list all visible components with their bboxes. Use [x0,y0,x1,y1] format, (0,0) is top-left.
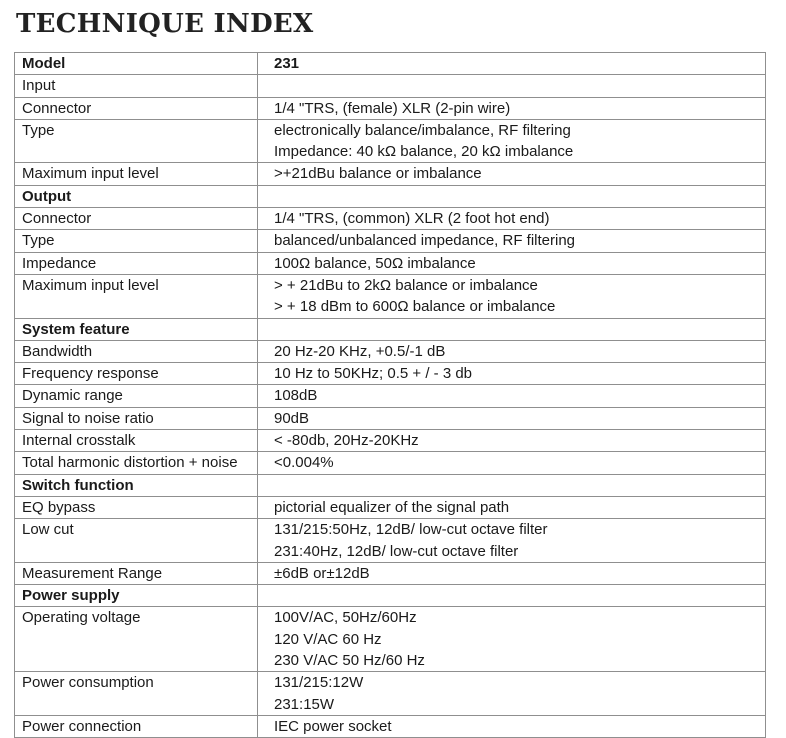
value-line: 10 Hz to 50KHz; 0.5 + / - 3 db [274,365,473,383]
value-line: 100Ω balance, 50Ω imbalance [274,254,476,272]
value-line: Impedance: 40 kΩ balance, 20 kΩ imbalance [274,143,574,161]
value-cell [258,407,766,429]
table-row [15,607,766,672]
table-row [15,562,766,584]
value-line: < -80db, 20Hz-20KHz [274,432,419,450]
value-cell [258,230,766,252]
table-row [15,340,766,362]
value-line: 1/4 "TRS, (female) XLR (2-pin wire) [274,99,511,117]
section-row [15,75,766,97]
header-label-cell: Model [15,53,258,75]
value-line: 100V/AC, 50Hz/60Hz [274,609,417,627]
value-line: 131/215:50Hz, 12dB/ low-cut octave filter [274,521,548,539]
value-line: 131/215:12W [274,674,364,692]
label-cell: Dynamic range [15,385,258,407]
value-line: 230 V/AC 50 Hz/60 Hz [274,652,425,670]
section-label-cell: Output [15,185,258,207]
label-cell: Connector [15,208,258,230]
value-cell [258,430,766,452]
value-line: IEC power socket [274,717,392,735]
label-cell: Low cut [15,519,258,563]
value-cell [258,672,766,716]
table-header-row [15,53,766,75]
section-label-cell: System feature [15,318,258,340]
table-row [15,274,766,318]
label-cell: Measurement Range [15,562,258,584]
value-cell [258,97,766,119]
section-label-cell: Input [15,75,258,97]
label-cell: Total harmonic distortion + noise [15,452,258,474]
label-cell: Operating voltage [15,607,258,672]
value-line: electronically balance/imbalance, RF filtering [274,121,571,139]
label-cell: Bandwidth [15,340,258,362]
value-cell [258,363,766,385]
value-cell [258,252,766,274]
label-cell: Maximum input level [15,274,258,318]
value-cell [258,474,766,496]
value-line: 231:15W [274,695,335,713]
table-row [15,363,766,385]
value-line: pictorial equalizer of the signal path [274,498,510,516]
value-cell [258,607,766,672]
value-line: > + 18 dBm to 600Ω balance or imbalance [274,298,556,316]
value-cell [258,185,766,207]
table-row [15,715,766,737]
value-cell [258,208,766,230]
value-line: 120 V/AC 60 Hz [274,630,382,648]
label-cell: Type [15,230,258,252]
value-cell [258,163,766,185]
value-cell [258,452,766,474]
section-label-cell: Switch function [15,474,258,496]
table-row [15,519,766,563]
value-cell [258,519,766,563]
value-cell [258,585,766,607]
spec-table [14,52,766,738]
section-label-cell: Power supply [15,585,258,607]
value-cell [258,274,766,318]
value-line: > + 21dBu to 2kΩ balance or imbalance [274,276,538,294]
section-row [15,474,766,496]
table-row [15,385,766,407]
section-row [15,585,766,607]
value-line: 20 Hz-20 KHz, +0.5/-1 dB [274,342,446,360]
value-line: 108dB [274,387,318,405]
label-cell: Connector [15,97,258,119]
table-row [15,230,766,252]
value-cell [258,715,766,737]
table-row [15,452,766,474]
label-cell: Signal to noise ratio [15,407,258,429]
value-cell [258,75,766,97]
table-row [15,252,766,274]
table-row [15,119,766,163]
table-row [15,163,766,185]
label-cell: Type [15,119,258,163]
table-row [15,496,766,518]
value-line: <0.004% [274,454,334,472]
value-cell [258,340,766,362]
table-row [15,430,766,452]
value-line: balanced/unbalanced impedance, RF filtering [274,232,576,250]
value-cell [258,562,766,584]
value-cell [258,385,766,407]
table-row [15,672,766,716]
value-line: >+21dBu balance or imbalance [274,165,482,183]
label-cell: Power consumption [15,672,258,716]
value-cell [258,119,766,163]
table-row [15,407,766,429]
value-line: 231:40Hz, 12dB/ low-cut octave filter [274,542,519,560]
header-value-cell: 231 [258,53,766,75]
table-row [15,97,766,119]
value-cell [258,496,766,518]
label-cell: Power connection [15,715,258,737]
label-cell: Maximum input level [15,163,258,185]
label-cell: Internal crosstalk [15,430,258,452]
section-row [15,185,766,207]
table-row [15,208,766,230]
section-row [15,318,766,340]
label-cell: Impedance [15,252,258,274]
value-line: 90dB [274,409,310,427]
page-title: TECHNIQUE INDEX [16,9,314,39]
value-line: ±6dB or±12dB [274,564,370,582]
label-cell: EQ bypass [15,496,258,518]
value-cell [258,318,766,340]
spec-table-body [15,53,766,738]
value-line: 1/4 "TRS, (common) XLR (2 foot hot end) [274,210,550,228]
label-cell: Frequency response [15,363,258,385]
